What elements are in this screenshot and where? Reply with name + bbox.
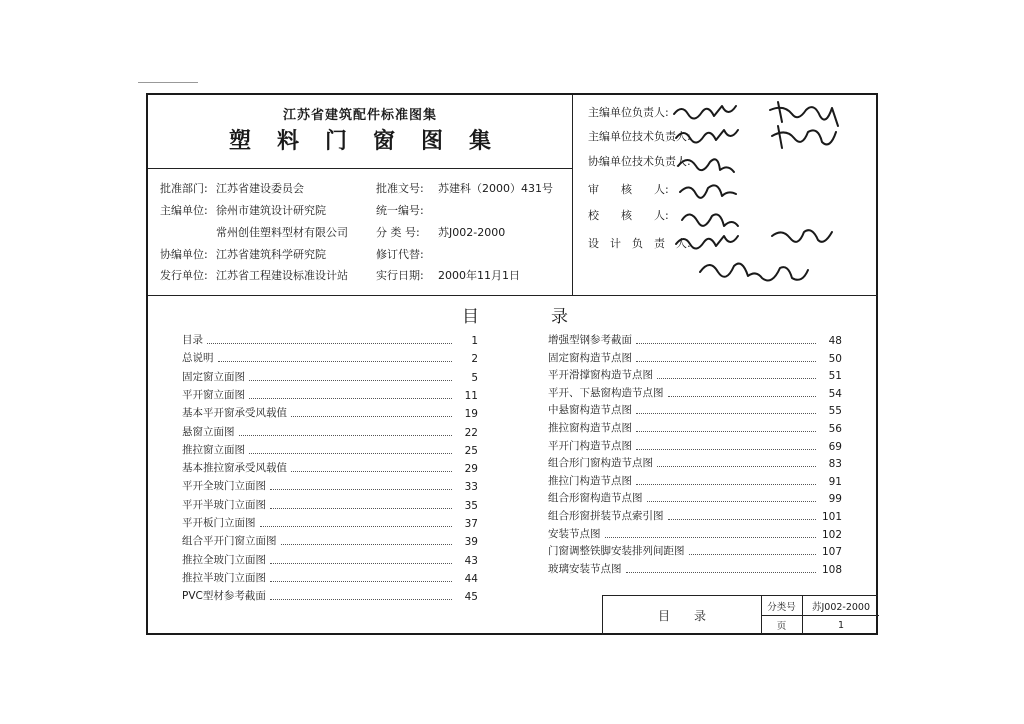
toc-entry-title: 推拉门构造节点图 xyxy=(548,474,632,487)
toc-entry-page: 54 xyxy=(828,387,842,400)
signature-stroke xyxy=(770,102,838,126)
info-value: 江苏省建筑科学研究院 xyxy=(216,248,326,261)
toc-entry-title: 增强型钢参考截面 xyxy=(548,334,632,346)
toc-entry xyxy=(548,386,842,400)
signature-stroke xyxy=(676,130,738,143)
info-value: 常州创佳塑料型材有限公司 xyxy=(216,226,348,239)
toc-entry xyxy=(548,544,842,558)
info-label: 实行日期: xyxy=(376,269,424,282)
toc-leader-dots xyxy=(636,484,816,485)
info-label: 发行单位: xyxy=(160,269,208,282)
header-divider-vertical xyxy=(572,95,573,295)
toc-entry-page: 45 xyxy=(464,591,478,604)
signature-stroke xyxy=(680,185,736,198)
toc-entry xyxy=(548,351,842,365)
toc-entry-page: 51 xyxy=(828,370,842,383)
signature-stroke xyxy=(678,159,734,172)
info-row xyxy=(160,267,348,283)
info-row xyxy=(376,224,505,240)
toc-entry-title: 平开滑撑窗构造节点图 xyxy=(548,369,653,382)
info-label: 批准文号: xyxy=(376,182,424,195)
toc-leader-dots xyxy=(249,380,452,381)
toc-entry-page: 25 xyxy=(464,444,478,457)
toc-entry xyxy=(182,443,478,457)
toc-entry-title: 玻璃安装节点图 xyxy=(548,562,622,575)
info-label: 统一编号: xyxy=(376,204,424,217)
toc-entry-title: 组合形门窗构造节点图 xyxy=(548,457,653,470)
toc-entry-page: 83 xyxy=(828,458,842,471)
toc-entry xyxy=(182,461,478,475)
toc-heading-left: 目 xyxy=(462,307,479,327)
header-divider-title xyxy=(148,168,572,169)
toc-entry xyxy=(182,479,478,493)
toc-entry-page: 102 xyxy=(821,528,842,541)
toc-entry-title: PVC型材参考截面 xyxy=(182,590,266,603)
toc-entry xyxy=(182,406,478,420)
signature-label: 主编单位技术负责人: xyxy=(588,130,691,143)
toc-leader-dots xyxy=(657,466,816,467)
toc-entry xyxy=(182,589,478,603)
signature-stroke xyxy=(674,106,736,119)
toc-leader-dots xyxy=(207,343,452,344)
toc-entry-title: 门窗调整铁脚安装排列间距图 xyxy=(548,545,685,558)
toc-entry-title: 推拉半玻门立面图 xyxy=(182,571,266,584)
info-row xyxy=(376,202,438,218)
info-value: 苏建科（2000）431号 xyxy=(438,182,553,195)
signature-stroke xyxy=(772,126,836,148)
class-number-value: 苏J002-2000 xyxy=(803,596,879,616)
info-value: 江苏省工程建设标准设计站 xyxy=(216,269,348,282)
toc-leader-dots xyxy=(239,435,453,436)
signature-stroke xyxy=(682,214,738,226)
toc-leader-dots xyxy=(636,343,816,344)
toc-leader-dots xyxy=(270,599,452,600)
info-label: 批准部门: xyxy=(160,182,208,195)
toc-leader-dots xyxy=(260,526,453,527)
toc-entry xyxy=(182,388,478,402)
toc-leader-dots xyxy=(636,449,816,450)
toc-entry-title: 基本推拉窗承受风载值 xyxy=(182,462,287,475)
toc-entry xyxy=(548,474,842,488)
toc-leader-dots xyxy=(270,581,452,582)
toc-entry-title: 推拉窗构造节点图 xyxy=(548,422,632,434)
toc-entry xyxy=(548,456,842,470)
toc-entry-page: 50 xyxy=(828,352,842,365)
toc-leader-dots xyxy=(689,554,817,555)
toc-entry xyxy=(182,534,478,548)
toc-entry-page: 29 xyxy=(464,463,478,476)
title-block xyxy=(602,595,878,635)
toc-entry xyxy=(182,333,478,347)
series-title: 江苏省建筑配件标准图集 xyxy=(282,108,437,123)
toc-entry-title: 目录 xyxy=(182,334,203,346)
toc-leader-dots xyxy=(636,431,816,432)
toc-entry-page: 48 xyxy=(828,335,842,347)
info-value: 2000年11月1日 xyxy=(438,269,520,282)
info-value: 徐州市建筑设计研究院 xyxy=(216,204,326,217)
toc-entry xyxy=(548,368,842,382)
signature-stroke xyxy=(676,236,738,249)
toc-entry-title: 平开窗立面图 xyxy=(182,388,245,401)
info-label: 主编单位: xyxy=(160,204,208,217)
toc-entry xyxy=(182,571,478,585)
toc-leader-dots xyxy=(270,563,452,564)
signature-stroke xyxy=(772,230,832,242)
toc-entry xyxy=(548,403,842,417)
toc-leader-dots xyxy=(281,544,453,545)
toc-entry-page: 91 xyxy=(828,475,842,488)
toc-entry-page: 1 xyxy=(471,335,478,347)
toc-entry-title: 总说明 xyxy=(182,352,214,365)
toc-leader-dots xyxy=(270,489,452,490)
toc-entry-title: 组合形窗拼装节点索引图 xyxy=(548,510,664,522)
toc-entry-title: 平开门构造节点图 xyxy=(548,439,632,452)
header-divider-bottom xyxy=(148,295,878,296)
toc-leader-dots xyxy=(218,361,453,362)
info-label: 分 类 号: xyxy=(376,226,420,239)
book-title: 塑料门窗图集 xyxy=(228,129,517,154)
toc-entry-page: 11 xyxy=(464,389,478,402)
toc-entry xyxy=(548,421,842,435)
toc-entry-page: 35 xyxy=(464,499,478,512)
toc-entry-title: 推拉窗立面图 xyxy=(182,443,245,456)
toc-leader-dots xyxy=(668,519,817,520)
toc-entry-title: 平开、下悬窗构造节点图 xyxy=(548,386,664,399)
toc-entry-page: 107 xyxy=(821,546,842,559)
toc-entry-page: 19 xyxy=(464,408,478,421)
info-row xyxy=(160,246,326,262)
toc-entry-page: 55 xyxy=(828,405,842,418)
toc-entry-page: 44 xyxy=(464,572,478,585)
info-row xyxy=(160,180,304,196)
toc-entry-page: 69 xyxy=(828,440,842,453)
toc-leader-dots xyxy=(291,471,452,472)
info-row xyxy=(376,246,438,262)
toc-entry xyxy=(548,527,842,541)
toc-entry-title: 组合形窗构造节点图 xyxy=(548,492,643,505)
toc-entry-title: 安装节点图 xyxy=(548,527,601,540)
toc-entry-page: 99 xyxy=(828,493,842,506)
toc-entry-page: 43 xyxy=(464,554,478,567)
toc-entry-page: 33 xyxy=(464,481,478,494)
toc-leader-dots xyxy=(647,501,817,502)
info-value: 苏J002-2000 xyxy=(438,226,506,239)
toc-entry-page: 108 xyxy=(821,563,842,576)
toc-entry-title: 固定窗构造节点图 xyxy=(548,351,632,364)
toc-entry xyxy=(182,351,478,365)
toc-entry-title: 平开板门立面图 xyxy=(182,517,256,529)
toc-entry xyxy=(182,516,478,530)
scan-margin-line xyxy=(138,82,198,83)
toc-entry-page: 56 xyxy=(828,423,842,435)
toc-entry xyxy=(548,562,842,576)
info-row xyxy=(160,202,326,218)
toc-entry xyxy=(182,498,478,512)
toc-leader-dots xyxy=(657,378,816,379)
toc-entry xyxy=(548,439,842,453)
toc-entry-title: 悬窗立面图 xyxy=(182,425,235,438)
toc-entry xyxy=(182,370,478,384)
toc-entry-page: 39 xyxy=(464,536,478,549)
toc-leader-dots xyxy=(668,396,817,397)
handwritten-signatures xyxy=(660,96,872,292)
toc-entry-title: 平开全玻门立面图 xyxy=(182,480,266,493)
toc-leader-dots xyxy=(249,453,452,454)
toc-entry-page: 5 xyxy=(471,371,478,384)
toc-entry xyxy=(182,425,478,439)
class-number-label: 分类号 xyxy=(761,596,803,616)
signature-label: 审 核 人: xyxy=(588,183,669,196)
toc-leader-dots xyxy=(605,537,817,538)
toc-entry-title: 组合平开门窗立面图 xyxy=(182,535,277,548)
toc-entry-title: 推拉全玻门立面图 xyxy=(182,553,266,566)
toc-leader-dots xyxy=(249,398,452,399)
toc-leader-dots xyxy=(636,361,816,362)
toc-entry xyxy=(182,553,478,567)
toc-entry-title: 中悬窗构造节点图 xyxy=(548,404,632,417)
toc-leader-dots xyxy=(626,572,817,573)
toc-leader-dots xyxy=(270,508,452,509)
info-label: 修订代替: xyxy=(376,248,424,261)
info-row xyxy=(376,180,553,196)
toc-entry-page: 22 xyxy=(464,426,478,439)
toc-entry-title: 基本平开窗承受风载值 xyxy=(182,407,287,420)
toc-entry xyxy=(548,491,842,505)
page-label: 页 xyxy=(761,616,803,634)
toc-heading-right: 录 xyxy=(551,307,568,327)
title-block-title: 目录 xyxy=(603,596,762,634)
signature-label: 校 核 人: xyxy=(588,209,669,222)
toc-entry xyxy=(548,333,842,347)
toc-leader-dots xyxy=(291,416,452,417)
signature-label: 主编单位负责人: xyxy=(588,106,669,119)
toc-entry-page: 2 xyxy=(471,353,478,366)
toc-entry xyxy=(548,509,842,523)
info-label: 协编单位: xyxy=(160,248,208,261)
signature-label: 设 计 负 责 人: xyxy=(588,237,691,250)
toc-entry-title: 平开半玻门立面图 xyxy=(182,498,266,511)
toc-leader-dots xyxy=(636,413,816,414)
signature-stroke xyxy=(700,264,808,281)
toc-entry-title: 固定窗立面图 xyxy=(182,370,245,383)
page-value: 1 xyxy=(837,619,845,631)
toc-entry-page: 101 xyxy=(821,511,842,523)
info-row xyxy=(160,224,348,240)
signature-label: 协编单位技术负责人: xyxy=(588,155,691,168)
toc-entry-page: 37 xyxy=(464,518,478,530)
info-value: 江苏省建设委员会 xyxy=(216,182,304,195)
info-row xyxy=(376,267,520,283)
